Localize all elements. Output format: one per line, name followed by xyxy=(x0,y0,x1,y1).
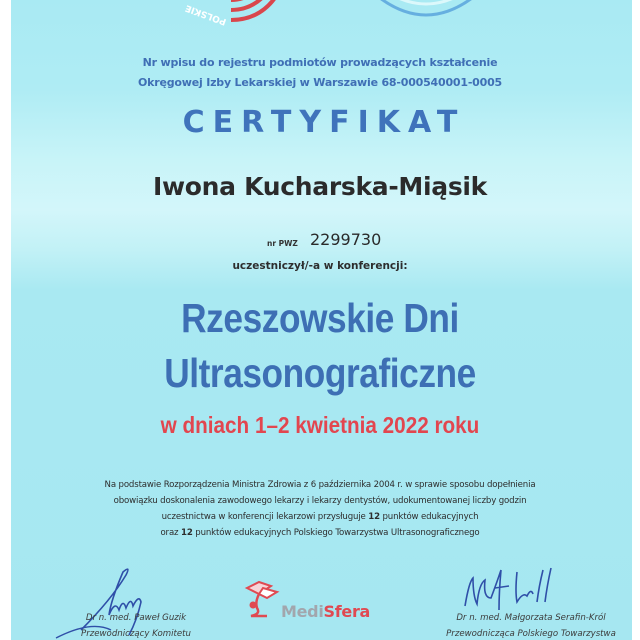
wave-logo-icon xyxy=(356,0,496,20)
signatory-right-name: Dr n. med. Małgorzata Serafin-Król xyxy=(456,613,606,623)
svg-text:POLSKIE: POLSKIE xyxy=(184,2,228,27)
legal-text-line-3 xyxy=(11,509,632,525)
registry-line-2: Okręgowej Izby Lekarskiej w Warszawie 68-000540001-0005 xyxy=(137,76,502,89)
pwz-number: 2299730 xyxy=(310,230,382,249)
signatory-right-role: Przewodnicząca Polskiego Towarzystwa xyxy=(446,629,616,639)
legal-text-line-4-pre: oraz xyxy=(160,528,182,538)
legal-text-line-1: Na podstawie Rozporządzenia Ministra Zdrowia z 6 października 2004 r. w sprawie sposobu dopełnienia xyxy=(104,480,536,490)
certificate-title: CERTYFIKAT xyxy=(182,105,466,140)
society-logo-icon xyxy=(161,0,281,35)
legal-text-line-2: obowiązku doskonalenia zawodowego lekarzy i lekarzy dentystów, udokumentowanej liczby godzin xyxy=(113,496,527,506)
certificate-page xyxy=(11,0,632,640)
legal-text-line-4-post: punktów edukacyjnych Polskiego Towarzystwa Ultrasonograficznego xyxy=(192,528,480,538)
medical-points: 12 xyxy=(368,512,380,522)
registry-line-1: Nr wpisu do rejestru podmiotów prowadzących kształcenie xyxy=(142,56,498,69)
conference-dates: w dniach 1–2 kwietnia 2022 roku xyxy=(160,412,480,438)
legal-text-line-3-post: punktów edukacyjnych xyxy=(379,512,479,522)
pwz-label: nr PWZ xyxy=(267,239,298,248)
conference-title-line-2: Ultrasonograficzne xyxy=(164,350,476,396)
ultrasound-points: 12 xyxy=(181,528,193,538)
recipient-name: Iwona Kucharska-Miąsik xyxy=(152,172,488,201)
conference-title-line-1: Rzeszowskie Dni xyxy=(181,295,459,341)
legal-text-line-3-pre: uczestnictwa w konferencji lekarzowi przysługuje xyxy=(161,512,369,522)
signature-right-icon xyxy=(451,562,561,612)
signatory-left-role: Przewodniczący Komitetu xyxy=(81,629,191,639)
signatory-left-name: Dr n. med. Paweł Guzik xyxy=(85,613,187,623)
medisfera-sfera: Sfera xyxy=(323,602,371,621)
medisfera-logo-text xyxy=(281,602,370,621)
participation-text: uczestniczył/-a w konferencji: xyxy=(232,260,408,272)
legal-text-line-4 xyxy=(11,525,632,541)
medisfera-medi: Medi xyxy=(281,602,324,621)
medisfera-book-icon xyxy=(241,578,281,618)
